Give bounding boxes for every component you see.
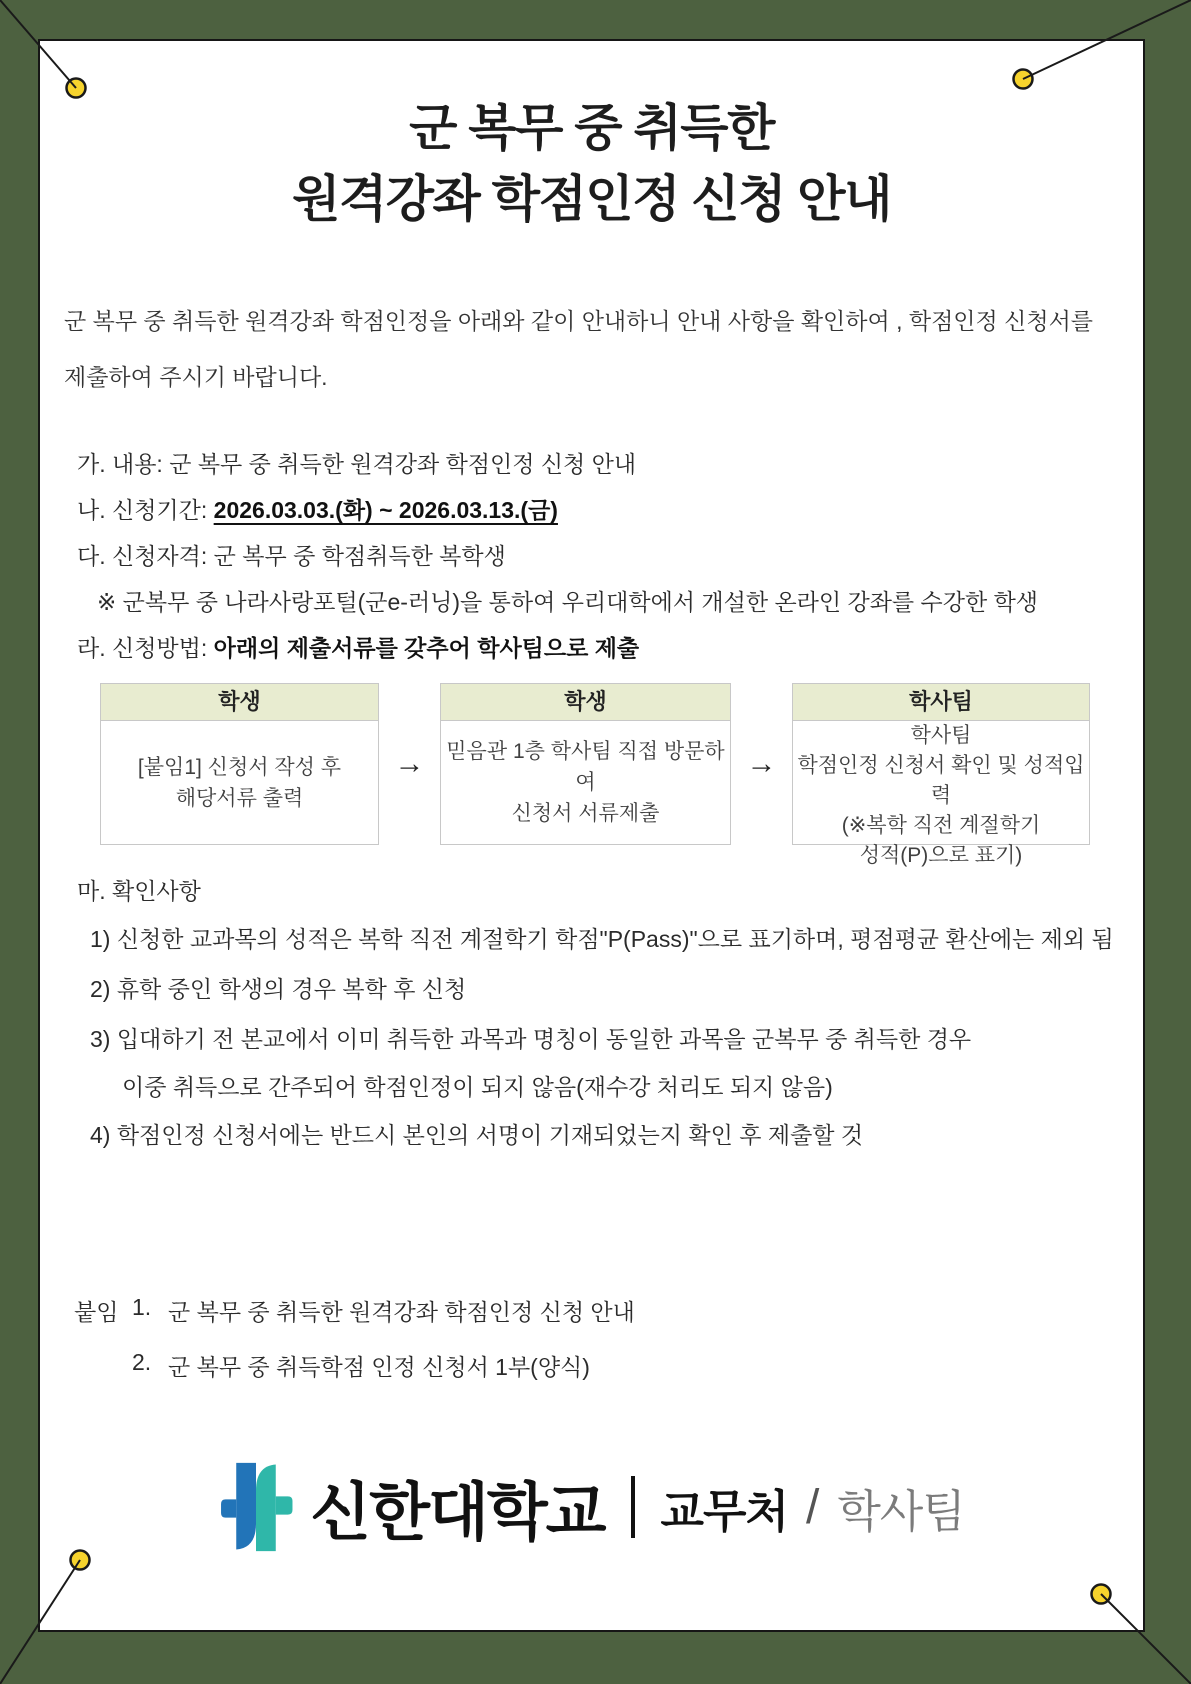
notice-item-period xyxy=(77,492,558,525)
confirm-item-1: 1) 신청한 교과목의 성적은 복학 직전 계절학기 학점"P(Pass)"으로 표기하며, 평점평균 환산에는 제외 됨 xyxy=(90,926,1114,952)
notice-item-method-label: 라. 신청방법: xyxy=(77,635,208,661)
footer-divider xyxy=(631,1476,635,1538)
process-step-3-line-1: 학사팀 xyxy=(910,724,972,747)
university-name: 신한대학교 xyxy=(310,1477,605,1548)
application-period: 2026.03.03.(화) ~ 2026.03.13.(금) xyxy=(213,497,558,523)
process-step-3-line-2: 학점인정 신청서 확인 및 성적입력 xyxy=(797,754,1085,807)
process-step-1-line-2: 해당서류 출력 xyxy=(175,786,304,810)
notice-paper xyxy=(38,39,1145,1632)
process-step-1 xyxy=(100,683,379,845)
title-line-2: 원격강좌 학점인정 신청 안내 xyxy=(292,171,891,227)
confirm-item-3: 3) 입대하기 전 본교에서 이미 취득한 과목과 명칭이 동일한 과목을 군복무 중 취득한 경우 xyxy=(90,1026,972,1052)
notice-item-eligibility-note: ※ 군복무 중 나라사랑포털(군e-러닝)을 통하여 우리대학에서 개설한 온라인 강좌를 수강한 학생 xyxy=(97,589,1039,615)
footer-slash: / xyxy=(805,1480,820,1534)
process-step-2 xyxy=(440,683,731,845)
department-name: 교무처 xyxy=(660,1485,788,1537)
university-logo-icon xyxy=(218,1459,294,1555)
intro-line-1: 군 복무 중 취득한 원격강좌 학점인정을 아래와 같이 안내하니 안내 사항을 확인하여 , 학점인정 신청서를 xyxy=(64,308,1094,334)
notice-item-eligibility-text: 군 복무 중 학점취득한 복학생 xyxy=(213,543,506,569)
arrow-right-icon: → xyxy=(394,747,425,780)
arrow-right-icon: → xyxy=(746,747,777,780)
process-flow-diagram xyxy=(100,683,1090,867)
confirm-item-4: 4) 학점인정 신청서에는 반드시 본인의 서명이 기재되었는지 확인 후 제출할 것 xyxy=(90,1122,864,1148)
attachment-1-text: 군 복무 중 취득한 원격강좌 학점인정 신청 안내 xyxy=(168,1299,635,1325)
process-step-2-line-1: 믿음관 1층 학사팀 직접 방문하여 xyxy=(446,740,725,794)
process-step-3-header: 학사팀 xyxy=(793,684,1089,721)
process-step-2-line-2: 신청서 서류제출 xyxy=(511,802,660,825)
process-step-2-header: 학생 xyxy=(441,684,730,721)
process-step-1-header: 학생 xyxy=(101,684,378,721)
process-step-3 xyxy=(792,683,1090,867)
process-step-1-line-1: [붙임1] 신청서 작성 후 xyxy=(137,755,342,779)
process-step-3-line-3: (※복학 직전 계절학기 xyxy=(841,814,1041,837)
notice-item-content-label: 가. 내용: xyxy=(77,451,163,477)
process-step-1-body xyxy=(101,721,378,844)
confirm-heading: 마. 확인사항 xyxy=(77,878,201,904)
attachment-label-spacer xyxy=(74,1349,132,1382)
attachment-1-number: 1. xyxy=(132,1294,152,1320)
page-title xyxy=(40,93,1143,235)
confirm-item-3-continued: 이중 취득으로 간주되어 학점인정이 되지 않음(재수강 처리도 되지 않음) xyxy=(122,1074,833,1100)
notice-item-eligibility xyxy=(77,538,506,571)
notice-item-content-text: 군 복무 중 취득한 원격강좌 학점인정 신청 안내 xyxy=(169,451,637,477)
attachment-2-text: 군 복무 중 취득학점 인정 신청서 1부(양식) xyxy=(168,1354,590,1380)
notice-item-method xyxy=(77,630,639,663)
intro-line-2: 제출하여 주시기 바랍니다. xyxy=(64,364,328,390)
attachment-item-1 xyxy=(74,1294,635,1327)
notice-item-content xyxy=(77,446,636,479)
notice-item-eligibility-label: 다. 신청자격: xyxy=(77,543,208,569)
process-step-3-line-4: 성적(P)으로 표기) xyxy=(859,844,1023,867)
process-step-3-body xyxy=(793,721,1089,871)
attachment-label: 붙임 xyxy=(74,1299,119,1325)
intro-paragraph xyxy=(64,293,1107,405)
attachment-2-number: 2. xyxy=(132,1349,152,1375)
process-step-2-body xyxy=(441,721,730,844)
team-name: 학사팀 xyxy=(837,1485,965,1537)
title-line-1: 군 복무 중 취득한 xyxy=(409,100,774,156)
attachment-item-2 xyxy=(74,1349,590,1382)
confirm-item-2: 2) 휴학 중인 학생의 경우 복학 후 신청 xyxy=(90,976,467,1002)
footer-branding xyxy=(40,1459,1143,1555)
notice-item-method-text: 아래의 제출서류를 갖추어 학사팀으로 제출 xyxy=(213,635,640,661)
notice-item-period-label: 나. 신청기간: xyxy=(77,497,208,523)
